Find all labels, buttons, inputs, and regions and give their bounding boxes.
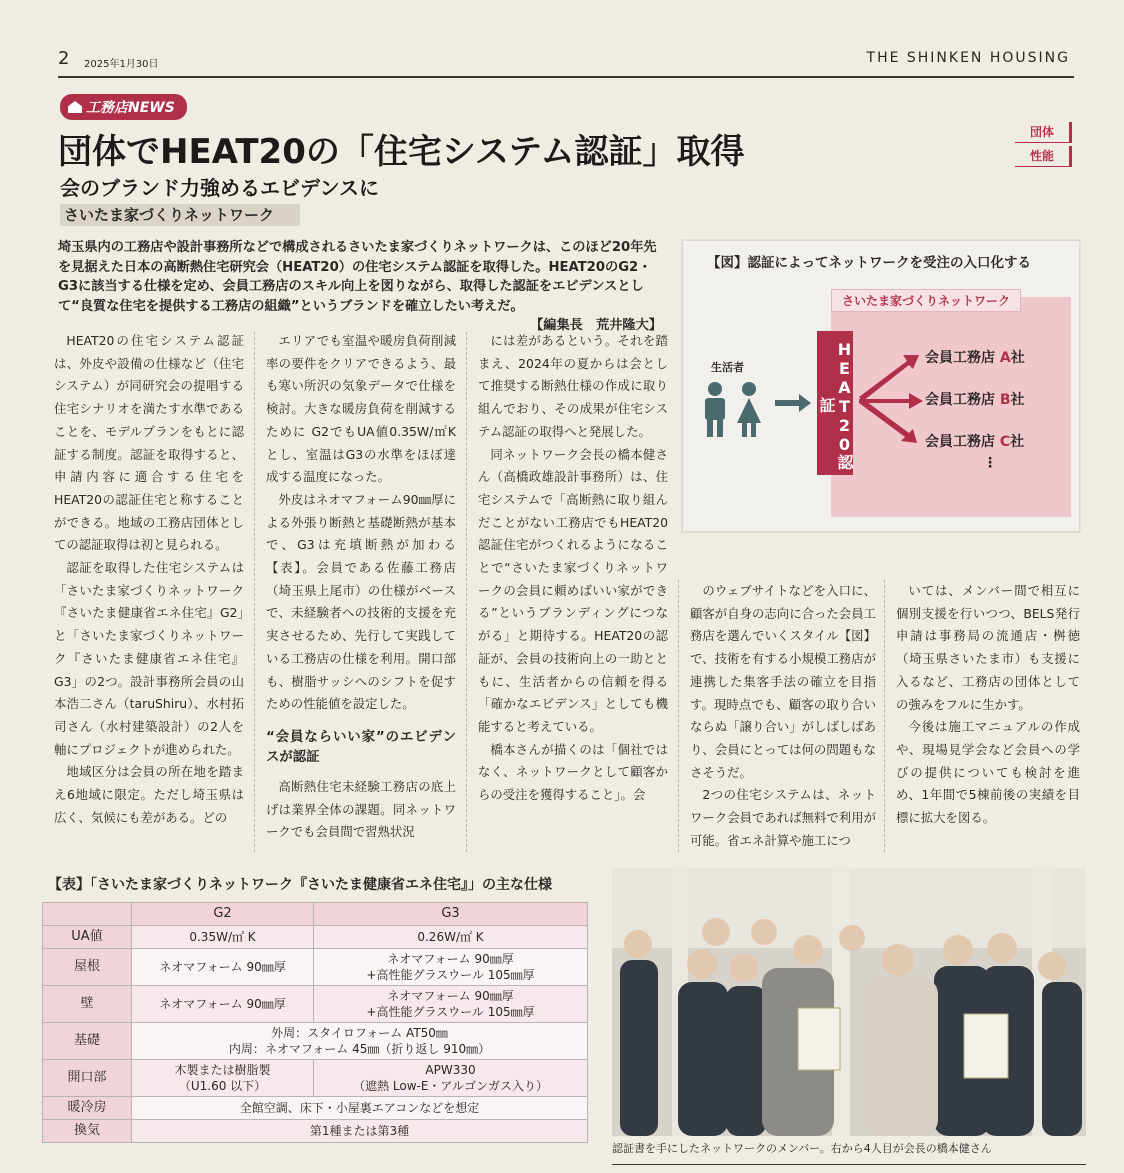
- table-cell: 全館空調、床下・小屋裏エアコンなどを想定: [132, 1097, 588, 1120]
- lead-text: 埼玉県内の工務店や設計事務所などで構成されるさいたま家づくりネットワークは、このほど20年先を見据えた日本の高断熱住宅研究会（HEAT20）の住宅システム認証を取得した。HEAT20のG2・G3に該当する仕様を定め、会員工務店のスキル向上を図りながら、取得した認証をエビデンスとして“良質な住宅を提供する工務店の組織”というブランドを確立したい考えだ。: [58, 240, 657, 314]
- table-header-cell: [43, 903, 132, 926]
- fan-out-arrows-icon: [857, 351, 927, 451]
- group-photo: [612, 868, 1086, 1136]
- masthead: THE SHINKEN HOUSING: [866, 50, 1070, 66]
- row-label: 基礎: [43, 1023, 132, 1060]
- paragraph: HEAT20の住宅システム認証は、外皮や設備の仕様など（住宅システム）が同研究会の提唱する住宅シナリオを満たす水準であることを、モデルプランをもとに認証する制度。認証を取得すると、申請内容に適合する住宅をHEAT20の認証住宅と称することができる。地域の工務店団体としての認証取得は初と見られる。: [54, 333, 244, 553]
- table-cell: ネオマフォーム 90㎜厚: [132, 949, 314, 986]
- news-tag: [60, 94, 187, 120]
- network-label: さいたま家づくりネットワーク: [831, 289, 1021, 312]
- table-cell: ネオマフォーム 90㎜厚 +高性能グラスウール 105㎜厚: [314, 949, 588, 986]
- paragraph: 橋本さんが描くのは「個社ではなく、ネットワークとして顧客からの受注を獲得すること」。会: [478, 741, 668, 803]
- news-tag-label: 工務店NEWS: [86, 100, 175, 116]
- article-column-2: [266, 330, 456, 844]
- table-row: [43, 1060, 588, 1097]
- paragraph: 同ネットワーク会長の橋本健さん（高橋政雄設計事務所）は、住宅システムで「高断熱に取り組んだことがない工務店でもHEAT20認証住宅がつくれるようになることで“さいたま家づくりネットワークの会員に頼めばいい家ができる”というブランディングにつながる」と期待する。HEAT20の認証が、会員の技術向上の一助とともに、生活者からの信頼を得る「確かなエビデンス」としても機能すると考えている。: [478, 446, 668, 734]
- header-rule: [58, 76, 1074, 78]
- column-divider: [254, 332, 255, 852]
- paragraph: 地域区分は会員の所在地を踏まえ6地域に限定。ただし埼玉県は広く、気候にも差がある。どの: [54, 764, 244, 825]
- column-divider: [678, 580, 679, 852]
- bottom-rule: [612, 1164, 1086, 1165]
- table-cell: 第1種または第3種: [132, 1120, 588, 1143]
- certification-label: HEAT20認証: [817, 340, 854, 470]
- paragraph: 高断熱住宅未経験工務店の底上げは業界全体の課題。同ネットワークでも会員間で習熟状況: [266, 778, 456, 840]
- table-cell: 外周：スタイロフォーム AT50㎜ 内周：ネオマフォーム 45㎜（折り返し 910㎜）: [132, 1023, 588, 1060]
- article-column-5: [896, 580, 1080, 830]
- member-c-prefix: 会員工務店: [925, 434, 1000, 450]
- row-label: 換気: [43, 1120, 132, 1143]
- paragraph: のウェブサイトなどを入口に、顧客が自身の志向に合った会員工務店を選んでいくスタイル【図】で、技術を有する小規模工務店が連携した集客手法の確立を目指す。現時点でも、顧客の取り合いならぬ「譲り合い」がしばしばあり、会員にとっては何の問題もなさそうだ。: [690, 583, 876, 780]
- member-a-label: [925, 347, 1025, 367]
- column-divider: [466, 332, 467, 852]
- row-label: 壁: [43, 986, 132, 1023]
- diagram-figure: [682, 240, 1080, 532]
- table-cell: ネオマフォーム 90㎜厚: [132, 986, 314, 1023]
- lead-paragraph: [58, 238, 662, 336]
- table-row: [43, 1097, 588, 1120]
- member-c-label: [925, 431, 1024, 451]
- byline: 【編集長 荒井隆大】: [530, 318, 662, 333]
- section-heading: “会員ならいい家”のエビデンスが認証: [266, 729, 456, 765]
- table-title: 【表】「さいたま家づくりネットワーク『さいたま健康省エネ住宅』」の主な仕様: [48, 877, 552, 893]
- article-column-3: [478, 330, 668, 807]
- photo-caption: 認証書を手にしたネットワークのメンバー。右から4人目が会長の橋本健さん: [612, 1142, 992, 1155]
- member-b-suffix: 社: [1010, 392, 1025, 408]
- arrow-right-icon: [775, 393, 815, 413]
- category-tag-performance: 性能: [1015, 146, 1072, 167]
- member-b-prefix: 会員工務店: [925, 392, 1000, 408]
- table-row: [43, 1023, 588, 1060]
- paragraph: 外皮はネオマフォーム90㎜厚による外張り断熱と基礎断熱が基本で、G3は充填断熱が加わる【表】。会員である佐藤工務店（埼玉県上尾市）の仕様がベースで、未経験者への技術的支援を充実させるため、先行して実践している工務店の仕様を利用。開口部も、樹脂サッシへのシフトを促すための性能値を設定した。: [266, 491, 456, 712]
- paragraph: には差があるという。それを踏まえ、2024年の夏からは会として推奨する断熱仕様の作成に取り組んでおり、その成果が住宅システム認証の取得へと発展した。: [478, 333, 668, 439]
- table-row: [43, 926, 588, 949]
- member-c-letter: C: [999, 434, 1011, 450]
- more-members-ellipsis: ⋮: [983, 455, 997, 471]
- row-label: 暖冷房: [43, 1097, 132, 1120]
- table-cell: 木製または樹脂製 （U1.60 以下）: [132, 1060, 314, 1097]
- article-column-4: [690, 580, 876, 852]
- organization-band: さいたま家づくりネットワーク: [60, 204, 300, 226]
- article-column-1: [54, 330, 244, 829]
- paragraph: 2つの住宅システムは、ネットワーク会員であれば無料で利用が可能。省エネ計算や施工につ: [690, 787, 876, 848]
- table-header-row: [43, 903, 588, 926]
- member-a-suffix: 社: [1010, 350, 1025, 366]
- consumer-label: 生活者: [711, 361, 744, 374]
- paragraph: 認証を取得した住宅システムは「さいたま家づくりネットワーク『さいたま健康省エネ住宅』G2」と「さいたま家づくりネットワーク『さいたま健康省エネ住宅』G3」の2つ。設計事務所会員の山本浩二さん（taruShiru）、水村拓司さん（水村建築設計）の2人を軸にプロジェクトが進められた。: [54, 560, 244, 757]
- headline: 団体でHEAT20の「住宅システム認証」取得: [58, 132, 745, 172]
- table-row: [43, 949, 588, 986]
- paragraph: 今後は施工マニュアルの作成や、現場見学会など会員への学びの提供についても検討を進め、1年間で5棟前後の実績を目標に拡大を図る。: [896, 719, 1080, 826]
- table-row: [43, 986, 588, 1023]
- table-cell: APW330 （遮熱 Low-E・アルゴンガス入り）: [314, 1060, 588, 1097]
- consumer-icon: [697, 381, 777, 441]
- house-icon: [68, 101, 82, 113]
- page-number: 2: [58, 48, 70, 69]
- row-label: 開口部: [43, 1060, 132, 1097]
- member-a-prefix: 会員工務店: [925, 350, 1000, 366]
- paragraph: いては、メンバー間で相互に個別支援を行いつつ、BELS発行申請は事務局の流通店・桝徳（埼玉県さいたま市）も支援に入るなど、工務店の団体としての強みをフルに生かす。: [896, 583, 1080, 712]
- member-b-label: [925, 389, 1025, 409]
- subheadline: 会のブランド力強めるエビデンスに: [60, 176, 379, 200]
- group-photo-illustration: [612, 868, 1086, 1136]
- table-cell: ネオマフォーム 90㎜厚 +高性能グラスウール 105㎜厚: [314, 986, 588, 1023]
- spec-table: [42, 902, 588, 1143]
- row-label: UA値: [43, 926, 132, 949]
- row-label: 屋根: [43, 949, 132, 986]
- column-divider: [884, 580, 885, 852]
- table-row: [43, 1120, 588, 1143]
- member-c-suffix: 社: [1010, 434, 1025, 450]
- figure-title: 【図】認証によってネットワークを受注の入口化する: [707, 255, 1031, 271]
- table-header-cell: G3: [314, 903, 588, 926]
- issue-date: 2025年1月30日: [84, 59, 159, 70]
- heat20-certification-bar: [817, 331, 853, 475]
- table-header-cell: G2: [132, 903, 314, 926]
- member-a-letter: A: [999, 350, 1011, 366]
- member-b-letter: B: [999, 392, 1011, 408]
- table-cell: 0.26W/㎡ K: [314, 926, 588, 949]
- paragraph: エリアでも室温や暖房負荷削減率の要件をクリアできるよう、最も寒い所沢の気象データで仕様を検討。大きな暖房負荷を削減するために G2でもUA値0.35W/㎡Kとし、室温はG3の水準をほぼ達成する温度になった。: [266, 333, 456, 485]
- table-cell: 0.35W/㎡ K: [132, 926, 314, 949]
- category-tag-group: 団体: [1015, 122, 1072, 143]
